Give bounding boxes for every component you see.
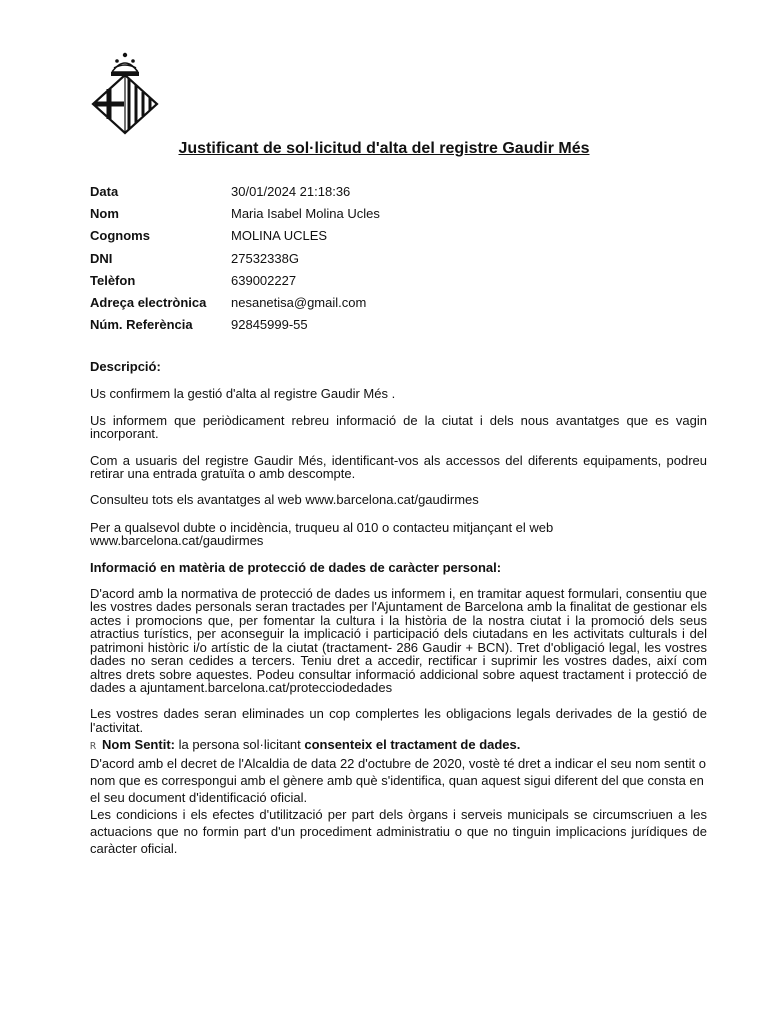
- description-heading: Descripció:: [90, 359, 161, 374]
- field-label: Nom: [90, 205, 119, 221]
- privacy-heading: Informació en matèria de protecció de dades de caràcter personal:: [90, 559, 502, 575]
- consent-checkbox-mark: R: [90, 741, 97, 753]
- field-value: 92845999-55: [231, 317, 308, 333]
- nom-sentit-consent: [90, 736, 707, 755]
- field-row-data: [90, 180, 710, 202]
- field-row-nom: [90, 202, 710, 224]
- page-title: Justificant de sol·licitud d'alta del registre Gaudir Més: [178, 140, 590, 157]
- field-value: nesanetisa@gmail.com: [231, 295, 367, 311]
- description-paragraph: Us informem que periòdicament rebreu informació de la ciutat i dels nous avantatges que es vagin incorporant.: [90, 412, 707, 442]
- field-row-cognoms: [90, 225, 710, 247]
- field-label: Núm. Referència: [90, 317, 193, 333]
- field-row-telefon: [90, 269, 710, 291]
- barcelona-coat-of-arms-logo: [90, 50, 160, 135]
- description-paragraph: Per a qualsevol dubte o incidència, truqueu al 010 o contacteu mitjançant el web www.barcelona.cat/gaudirmes: [90, 519, 554, 549]
- nom-sentit-consent-text: consenteix el tractament de dades.: [304, 737, 521, 753]
- field-row-referencia: [90, 314, 710, 336]
- field-label: Adreça electrònica: [90, 295, 207, 311]
- field-label: DNI: [90, 250, 113, 266]
- description-paragraph: Com a usuaris del registre Gaudir Més, identificant-vos als accessos del diferents equipaments, podreu retirar una entrada gratuïta o amb descompte.: [90, 452, 707, 482]
- nom-sentit-label: Nom Sentit:: [102, 737, 175, 753]
- description-paragraph: Consulteu tots els avantatges al web www.barcelona.cat/gaudirmes: [90, 492, 479, 508]
- field-label: Telèfon: [90, 272, 136, 288]
- document-body: [90, 360, 707, 857]
- field-label: Cognoms: [90, 228, 150, 244]
- privacy-paragraph: D'acord amb la normativa de protecció de dades us informem i, en tramitar aquest formulari, consentiu que les vostres dades personals seran tractades per l'Ajuntament de Barcelona amb la finalitat de gestionar els actes i promocions que, per fomentar la cultura i la història de la nostra ciutat i la promoció dels seus atractius turístics, per aconseguir la implicació i participació dels ciutadans en les activitats culturals i del patrimoni històric i/o artístic de la ciutat (tractament- 286 Gaudir + BCN). Tret d'obligació legal, les vostres dades no seran cedides a tercers. Teniu dret a accedir, rectificar i suprimir les vostres dades, així com altres drets sobre aquestes. Podeu consultar informació addicional sobre aquest tractament i protecció de dades a ajuntament.barcelona.cat/protecciodedades: [90, 586, 707, 695]
- nom-sentit-paragraph: Les condicions i els efectes d'utilització per part dels òrgans i serveis municipals se circumscriuen a les actuacions que no formin part d'un procediment administratiu o que no tinguin implicacions jurídiques de caràcter oficial.: [90, 807, 707, 857]
- field-value: 639002227: [231, 272, 297, 288]
- field-value: 30/01/2024 21:18:36: [231, 183, 351, 199]
- field-row-email: [90, 291, 710, 313]
- nom-sentit-paragraph: D'acord amb el decret de l'Alcaldia de data 22 d'octubre de 2020, vostè té dret a indicar el seu nom sentit o nom que es correspongui amb el gènere amb què s'identifica, quan aquest sigui diferent del que consta en el seu document d'identificació oficial.: [90, 756, 706, 806]
- registration-fields: [90, 180, 710, 336]
- description-paragraph: Us confirmem la gestió d'alta al registre Gaudir Més .: [90, 386, 396, 402]
- privacy-paragraph: Les vostres dades seran eliminades un cop complertes les obligacions legals derivades de la gestió de l'activitat.: [90, 706, 707, 735]
- field-value: MOLINA UCLES: [231, 228, 328, 244]
- field-value: Maria Isabel Molina Ucles: [231, 205, 380, 221]
- nom-sentit-text: la persona sol·licitant: [178, 737, 301, 753]
- field-row-dni: [90, 247, 710, 269]
- field-label: Data: [90, 183, 119, 199]
- field-value: 27532338G: [231, 250, 299, 266]
